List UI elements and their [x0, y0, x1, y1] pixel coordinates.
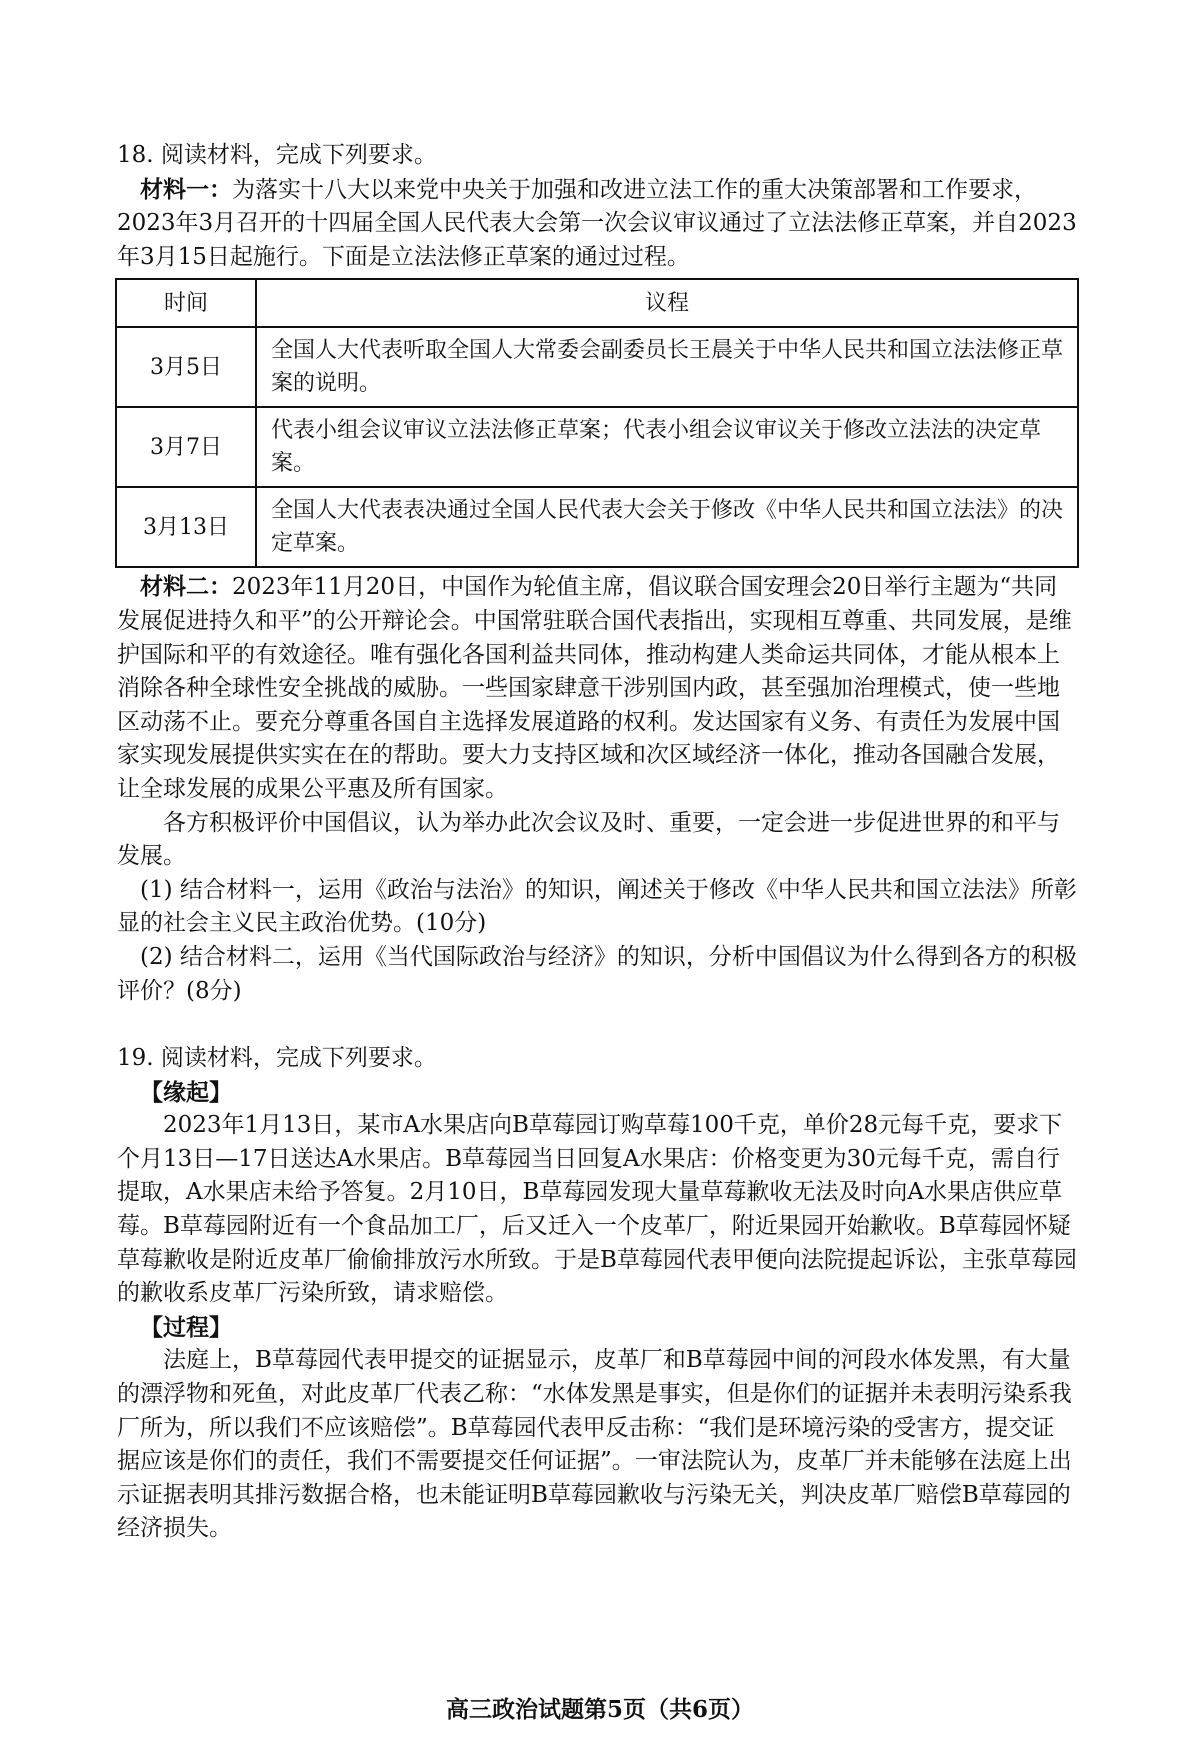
process-label: 【过程】	[140, 1313, 232, 1341]
table-cell-time: 3月13日	[116, 487, 256, 567]
table-cell-agenda: 全国人大代表听取全国人大常委会副委员长王晨关于中华人民共和国立法法修正草案的说明。	[256, 327, 1078, 407]
material-2-paragraph	[117, 570, 1077, 806]
legislation-agenda-table	[115, 278, 1079, 568]
origin-paragraph: 2023年1月13日，某市A水果店向B草莓园订购草莓100千克，单价28元每千克，要求下个月13日—17日送达A水果店。B草莓园当日回复A水果店：价格变更为30元每千克，需自行提取，A水果店未给予答复。2月10日，B草莓园发现大量草莓歉收无法及时向A水果店供应草莓。B草莓园附近有一个食品加工厂，后又迁入一个皮革厂，附近果园开始歉收。B草莓园怀疑草莓歉收是附近皮革厂偷偷排放污水所致。于是B草莓园代表甲便向法院提起诉讼，主张草莓园的歉收系皮革厂污染所致，请求赔偿。	[117, 1112, 1077, 1307]
material-1-paragraph	[117, 173, 1077, 275]
material-1-text: 为落实十八大以来党中央关于加强和改进立法工作的重大决策部署和工作要求，2023年3月召开的十四届全国人民代表大会第一次会议审议通过了立法法修正草案，并自2023年3月15日起施行。下面是立法法修正草案的通过过程。	[117, 176, 1077, 270]
table-row	[116, 407, 1078, 487]
page-footer: 高三政治试题第5页（共6页）	[445, 1696, 754, 1723]
table-cell-agenda: 全国人大代表表决通过全国人民代表大会关于修改《中华人民共和国立法法》的决定草案。	[256, 487, 1078, 567]
table-cell-time: 3月5日	[116, 327, 256, 407]
table-header-agenda: 议程	[256, 279, 1078, 327]
question-18-part-1: (1) 结合材料一，运用《政治与法治》的知识，阐述关于修改《中华人民共和国立法法》所彰显的社会主义民主政治优势。(10分)	[117, 876, 1077, 937]
material-2-text: 2023年11月20日，中国作为轮值主席，倡议联合国安理会20日举行主题为“共同发展促进持久和平”的公开辩论会。中国常驻联合国代表指出，实现相互尊重、共同发展，是维护国际和平的有效途径。唯有强化各国利益共同体，推动构建人类命运共同体，才能从根本上消除各种全球性安全挑战的威胁。一些国家肆意干涉别国内政，甚至强加治理模式，使一些地区动荡不止。要充分尊重各国自主选择发展道路的权利。发达国家有义务、有责任为发展中国家实现发展提供实实在在的帮助。要大力支持区域和次区域经济一体化，推动各国融合发展，让全球发展的成果公平惠及所有国家。	[117, 574, 1072, 802]
page-content	[117, 139, 1077, 1546]
table-header-row	[116, 279, 1078, 327]
table-row	[116, 327, 1078, 407]
question-18-heading: 18. 阅读材料，完成下列要求。	[117, 142, 437, 168]
material-1-label: 材料一：	[140, 175, 232, 203]
question-18-part-2: (2) 结合材料二，运用《当代国际政治与经济》的知识，分析中国倡议为什么得到各方的积极评价？(8分)	[117, 943, 1077, 1004]
material-2-paragraph-2: 各方积极评价中国倡议，认为举办此次会议及时、重要，一定会进一步促进世界的和平与发展。	[117, 809, 1060, 870]
material-2-label: 材料二：	[140, 573, 232, 601]
table-cell-time: 3月7日	[116, 407, 256, 487]
table-row	[116, 487, 1078, 567]
table-cell-agenda: 代表小组会议审议立法法修正草案；代表小组会议审议关于修改立法法的决定草案。	[256, 407, 1078, 487]
table-header-time: 时间	[116, 279, 256, 327]
origin-label: 【缘起】	[140, 1078, 232, 1106]
section-gap	[117, 1008, 1077, 1042]
process-paragraph: 法庭上，B草莓园代表甲提交的证据显示，皮革厂和B草莓园中间的河段水体发黑，有大量的漂浮物和死鱼，对此皮革厂代表乙称：“水体发黑是事实，但是你们的证据并未表明污染系我厂所为，所以我们不应该赔偿”。B草莓园代表甲反击称：“我们是环境污染的受害方，提交证据应该是你们的责任，我们不需要提交任何证据”。一审法院认为，皮革厂并未能够在法庭上出示证据表明其排污数据合格，也未能证明B草莓园歉收与污染无关，判决皮革厂赔偿B草莓园的经济损失。	[117, 1347, 1072, 1542]
question-19-heading: 19. 阅读材料，完成下列要求。	[117, 1045, 437, 1072]
